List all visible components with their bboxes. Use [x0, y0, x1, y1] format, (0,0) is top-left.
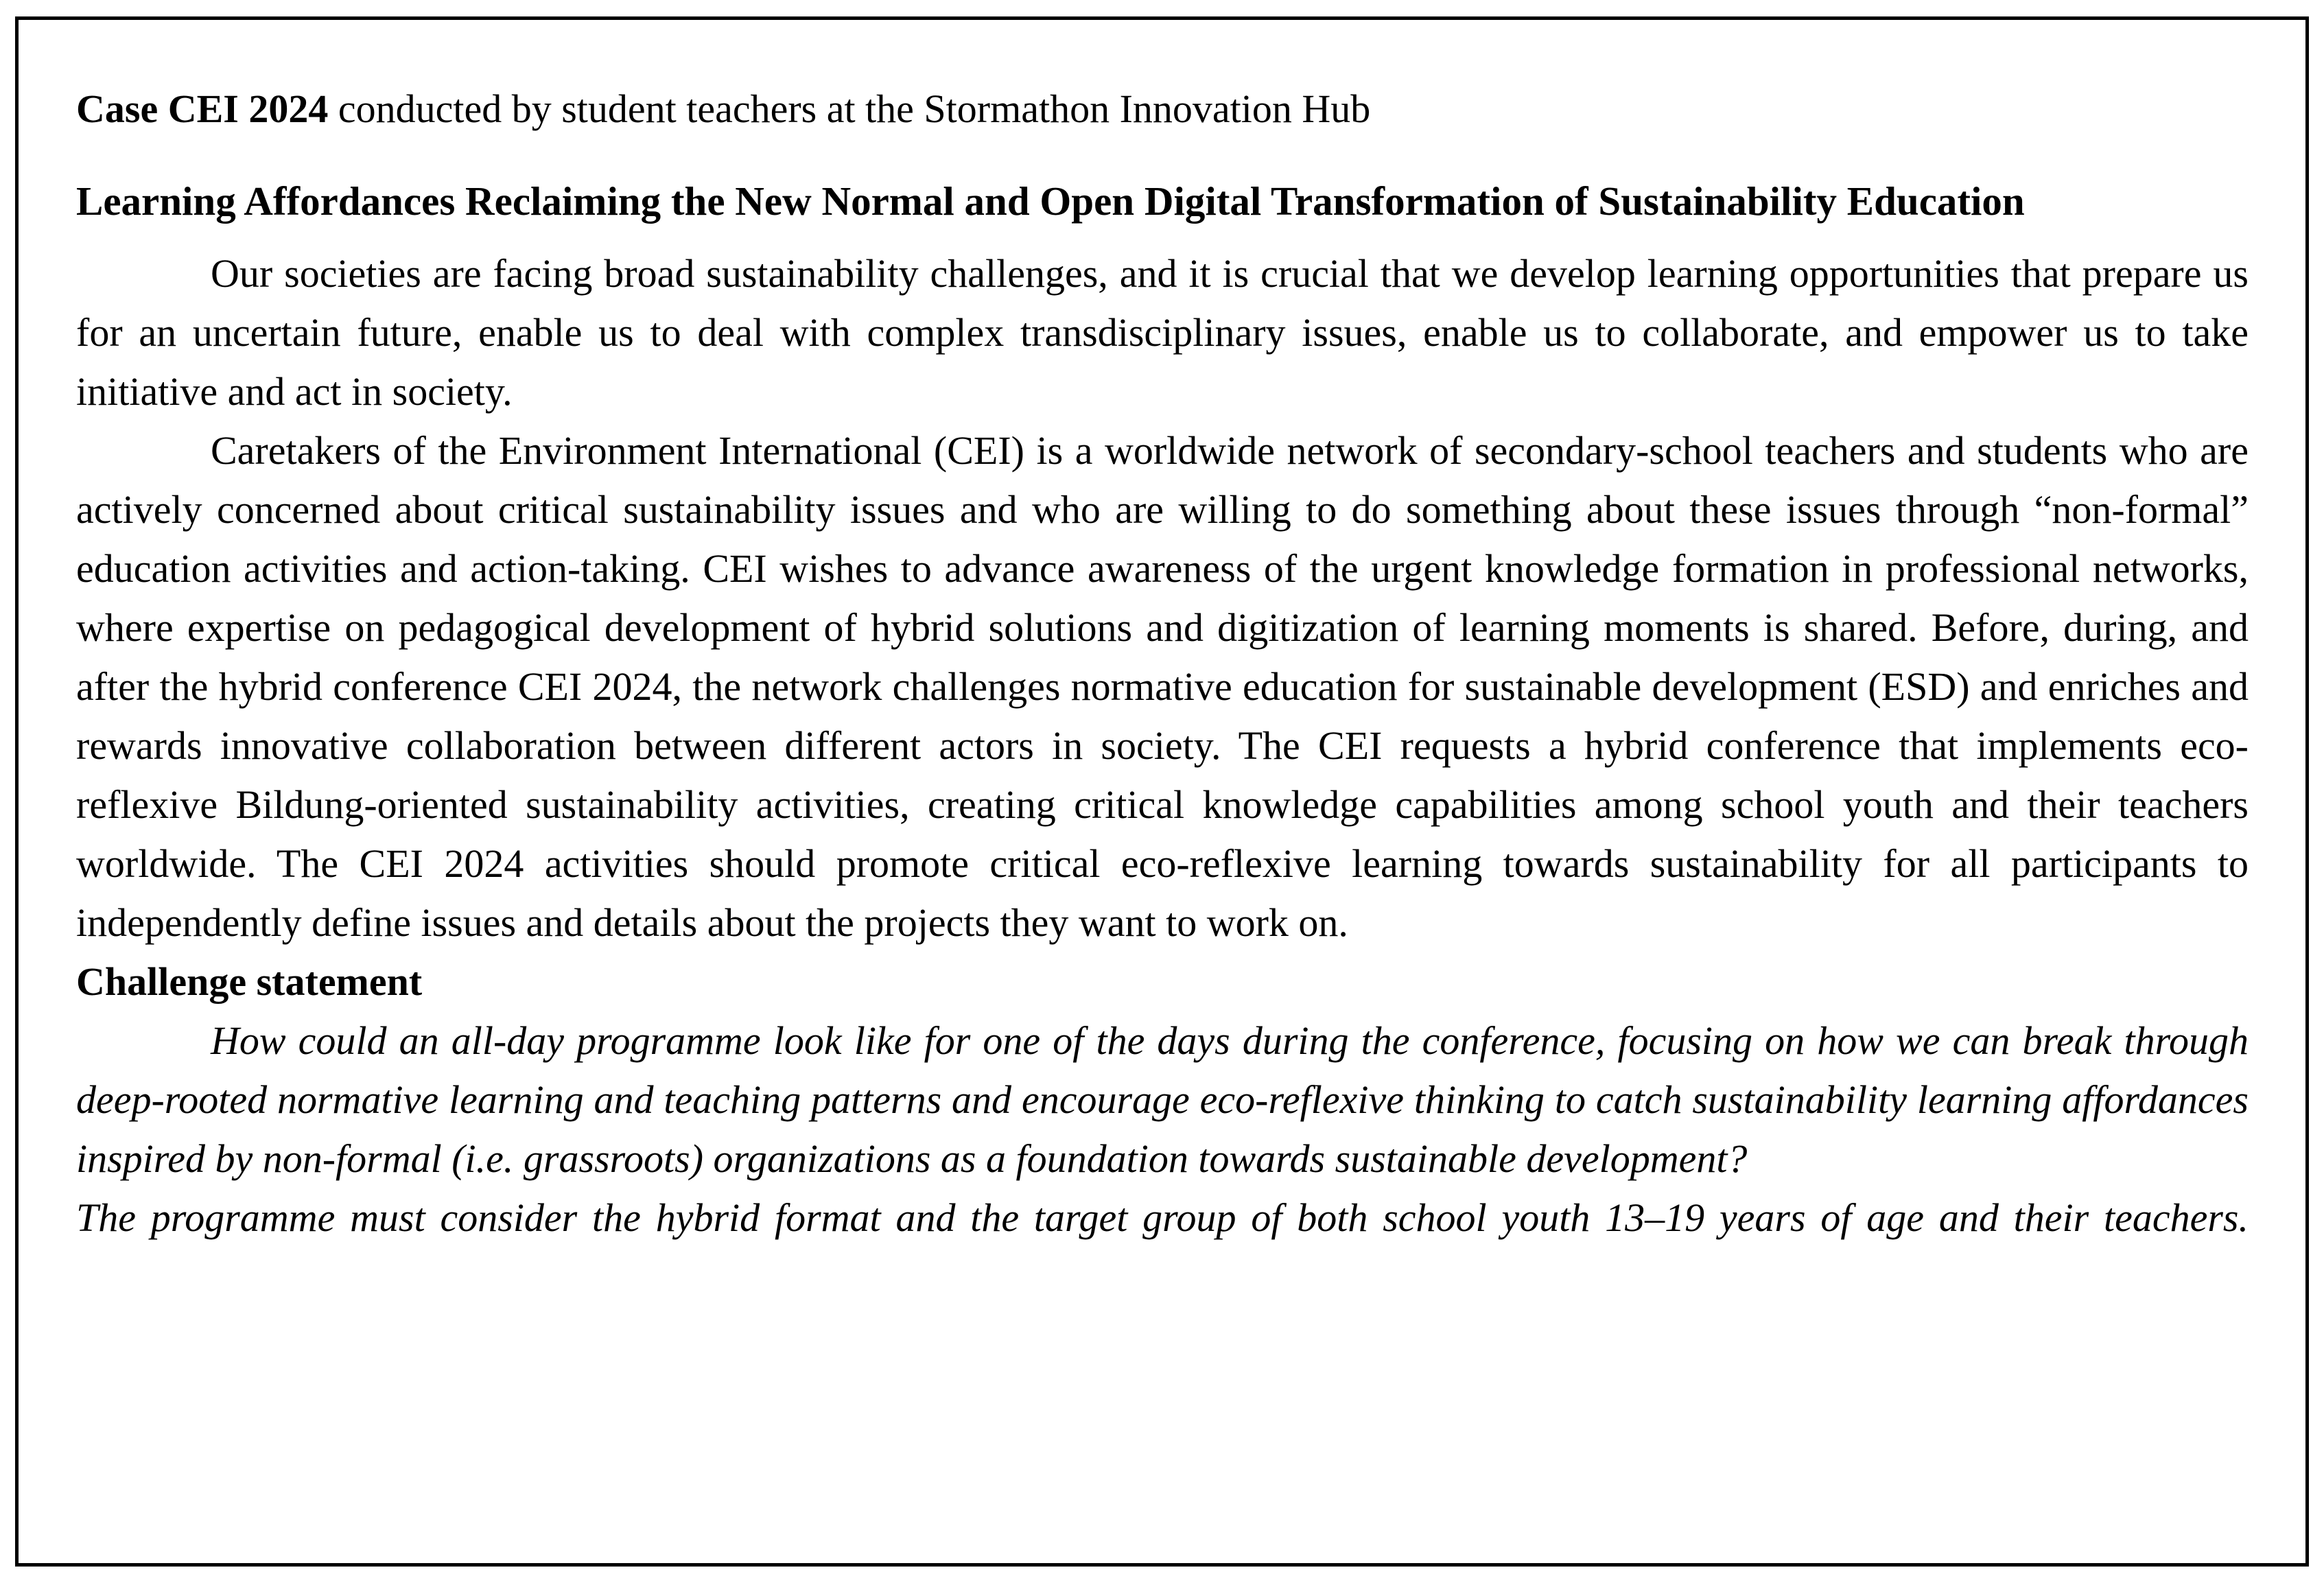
challenge-statement-heading: Challenge statement — [76, 959, 423, 1004]
body-paragraph-1: Our societies are facing broad sustainability challenges, and it is crucial that we develop learning opportunities that prepare us for an uncertain future, enable us to deal with complex transdisciplinary issues, enable us to collaborate, and empower us to take initiative and act in society. — [76, 251, 2249, 414]
challenge-paragraph-2: The programme must consider the hybrid format and the target group of both school youth 13–19 years of age and their teachers. — [76, 1195, 2249, 1240]
case-line — [76, 80, 2249, 139]
body-paragraph-2: Caretakers of the Environment International (CEI) is a worldwide network of secondary-school teachers and students who are actively concerned about critical sustainability issues and who are willing to do something about these issues through “non-formal” education activities and action-taking. CEI wishes to advance awareness of the urgent knowledge formation in professional networks, where expertise on pedagogical development of hybrid solutions and digitization of learning moments is shared. Before, during, and after the hybrid conference CEI 2024, the network challenges normative education for sustainable development (ESD) and enriches and rewards innovative collaboration between different actors in society. The CEI requests a hybrid conference that implements eco-reflexive Bildung-oriented sustainability activities, creating critical knowledge capabilities among school youth and their teachers worldwide. The CEI 2024 activities should promote critical eco-reflexive learning towards sustainability for all participants to independently define issues and details about the projects they want to work on. — [76, 428, 2249, 945]
case-line-text: conducted by student teachers at the Stormathon Innovation Hub — [328, 86, 1371, 131]
document-title: Learning Affordances Reclaiming the New Normal and Open Digital Transformation of Sustainability Education — [76, 178, 2025, 224]
document-border-frame — [15, 16, 2309, 1567]
case-line-label: Case CEI 2024 — [76, 86, 329, 131]
document-content — [37, 40, 2287, 1247]
challenge-paragraph-1: How could an all-day programme look like for one of the days during the conference, focusing on how we can break through deep-rooted normative learning and teaching patterns and encourage eco-reflexive thinking to catch sustainability learning affordances inspired by non-formal (i.e. grassroots) organizations as a foundation towards sustainable development? — [76, 1018, 2249, 1181]
